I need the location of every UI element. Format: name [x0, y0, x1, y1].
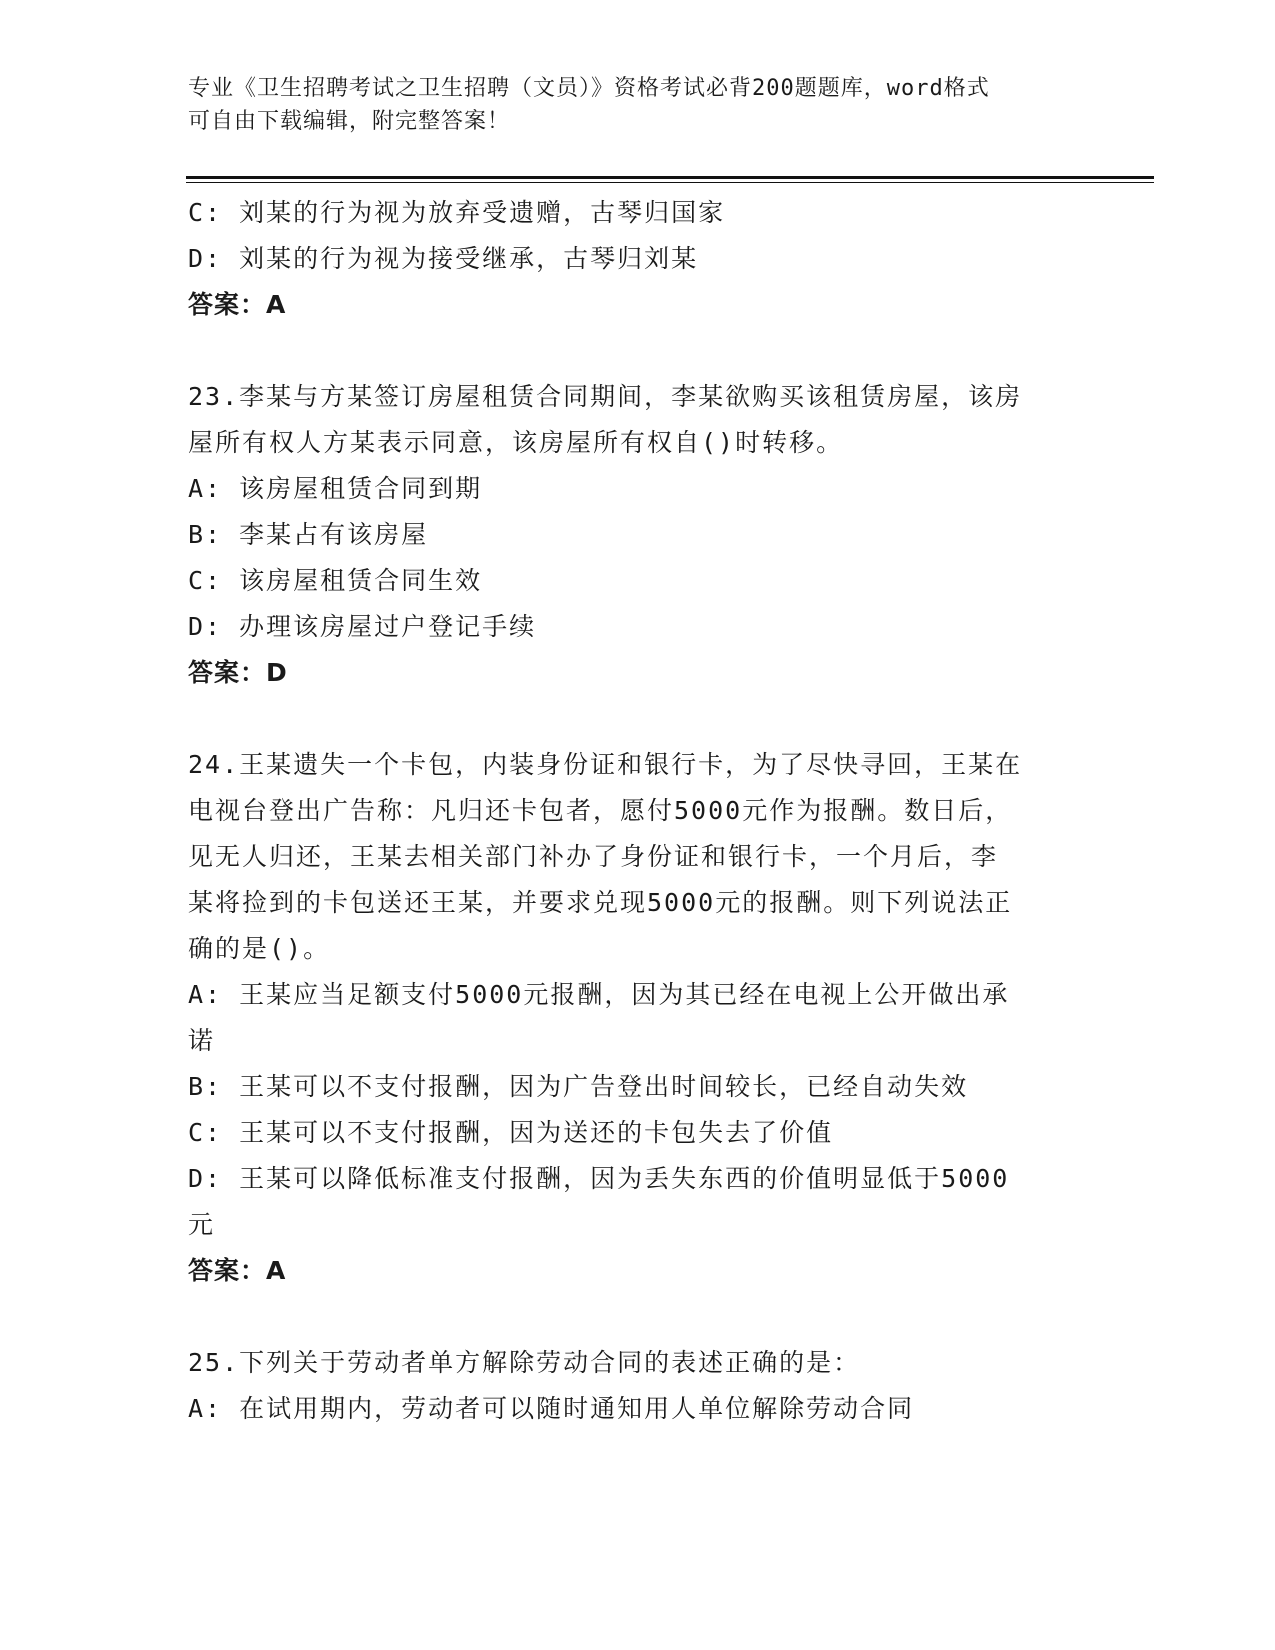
question-stem-line: 屋所有权人方某表示同意，该房屋所有权自()时转移。 — [188, 428, 844, 457]
question-stem-line: 某将捡到的卡包送还王某，并要求兑现5000元的报酬。则下列说法正 — [188, 888, 1013, 917]
answer: 答案：A — [188, 1256, 287, 1285]
option-c: C: 刘某的行为视为放弃受遗赠，古琴归国家 — [188, 198, 726, 227]
answer: 答案：D — [188, 658, 288, 687]
question-stem-line: 确的是()。 — [188, 934, 331, 963]
page-header — [188, 72, 1088, 138]
option-d: D: 办理该房屋过户登记手续 — [188, 612, 537, 641]
header-divider-thick — [186, 176, 1154, 179]
option-a: A: 在试用期内，劳动者可以随时通知用人单位解除劳动合同 — [188, 1394, 915, 1423]
option-a: A: 该房屋租赁合同到期 — [188, 474, 483, 503]
option-d: D: 刘某的行为视为接受继承，古琴归刘某 — [188, 244, 699, 273]
option-b: B: 王某可以不支付报酬，因为广告登出时间较长，已经自动失效 — [188, 1072, 969, 1101]
option-c: C: 王某可以不支付报酬，因为送还的卡包失去了价值 — [188, 1118, 834, 1147]
header-divider-thin — [186, 182, 1154, 183]
question-stem-line: 24.王某遗失一个卡包，内装身份证和银行卡，为了尽快寻回，王某在 — [188, 750, 1023, 779]
question-stem-line: 23.李某与方某签订房屋租赁合同期间，李某欲购买该租赁房屋，该房 — [188, 382, 1023, 411]
question-23 — [188, 374, 1088, 696]
question-stem-line: 见无人归还，王某去相关部门补办了身份证和银行卡，一个月后，李 — [188, 842, 999, 871]
document-body — [188, 190, 1088, 1432]
question-24 — [188, 742, 1088, 1294]
option-c: C: 该房屋租赁合同生效 — [188, 566, 483, 595]
option-d-continued: 元 — [188, 1210, 216, 1239]
answer: 答案：A — [188, 290, 287, 319]
option-a-continued: 诺 — [188, 1026, 216, 1055]
question-stem-line: 电视台登出广告称：凡归还卡包者，愿付5000元作为报酬。数日后， — [188, 796, 1013, 825]
option-a: A: 王某应当足额支付5000元报酬，因为其已经在电视上公开做出承 — [188, 980, 1010, 1009]
question-stem-line: 25.下列关于劳动者单方解除劳动合同的表述正确的是： — [188, 1348, 861, 1377]
header-title-line-1: 专业《卫生招聘考试之卫生招聘（文员）》资格考试必背200题题库，word格式 — [188, 76, 990, 101]
option-b: B: 李某占有该房屋 — [188, 520, 429, 549]
option-d: D: 王某可以降低标准支付报酬，因为丢失东西的价值明显低于5000 — [188, 1164, 1010, 1193]
previous-question-tail — [188, 190, 1088, 328]
question-25 — [188, 1340, 1088, 1432]
header-title-line-2: 可自由下载编辑，附完整答案！ — [188, 109, 511, 134]
